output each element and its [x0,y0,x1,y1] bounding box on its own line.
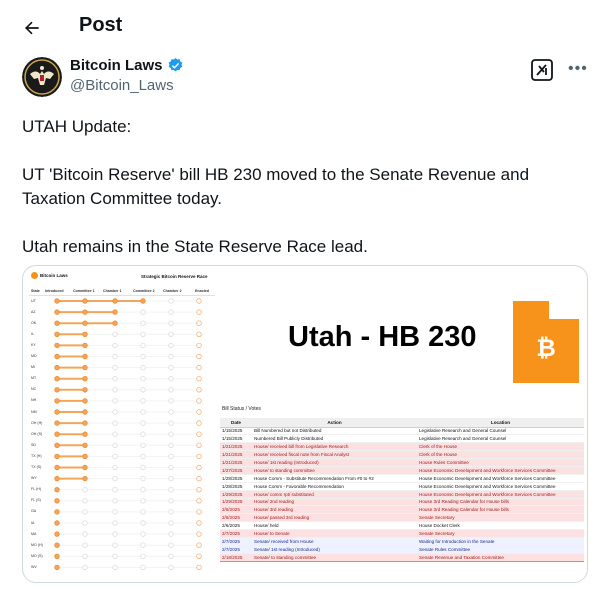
tracker-stage-dot [169,532,174,537]
table-cell-action: House/ 2nd reading [252,498,417,506]
tracker-stage-dot [197,343,202,348]
tracker-stage-dot [113,499,118,504]
tracker-stage-dot [141,565,146,570]
table-cell-action: House/ to Senate [252,530,417,538]
table-cell-location: House Economic Development and Workforce Services Committee [417,490,584,498]
media-image[interactable] [22,265,588,583]
tracker-column-header: Chamber 2 [163,289,182,293]
tracker-state-label: MO (H) [31,542,43,547]
tracker-stage-dot [113,376,118,381]
tracker-stage-dot-reached [83,421,88,426]
tracker-stage-dot [83,521,88,526]
table-cell-date: 1/27/2025 [220,466,252,474]
tracker-stage-dot [197,443,202,448]
tracker-stage-dot-reached [55,532,60,537]
tracker-stage-dot [83,499,88,504]
table-cell-location: Waiting for Introduction in the Senate [417,537,584,545]
tracker-stage-dot [83,565,88,570]
tracker-stage-dot-reached [55,421,60,426]
tracker-stage-dot [141,321,146,326]
tracker-state-label: TX (S) [31,465,42,469]
tracker-stage-dot [113,543,118,548]
table-cell-date: 2/18/2025 [220,553,252,561]
table-cell-action: House Comm - Substitute Recommendation From #0 to #2 [252,474,417,482]
table-cell-action: Senate/ to standing committee [252,553,417,561]
tracker-state-label: NC [31,387,37,392]
table-row [220,427,584,435]
table-row [220,545,584,553]
tracker-stage-dot [197,476,202,481]
tracker-stage-dot [113,399,118,404]
table-cell-date: 1/28/2025 [220,474,252,482]
tracker-stage-dot-reached [55,510,60,515]
table-cell-date: 2/7/2025 [220,530,252,538]
reserve-race-tracker [23,266,215,583]
eagle-seal-icon [22,57,62,97]
tracker-stage-dot [113,443,118,448]
table-row [220,514,584,522]
tracker-stage-dot [169,554,174,559]
tracker-stage-dot [141,399,146,404]
table-cell-date: 1/29/2025 [220,498,252,506]
tracker-stage-dot [141,388,146,393]
tracker-stage-dot-reached [55,410,60,415]
tracker-stage-dot [113,343,118,348]
table-row [220,522,584,530]
tracker-stage-dot [169,565,174,570]
tracker-stage-dot-reached [55,299,60,304]
page-title: Post [79,14,123,36]
tracker-stage-dot [197,499,202,504]
tracker-stage-dot [197,299,202,304]
tracker-stage-dot [141,421,146,426]
tracker-stage-dot [169,354,174,359]
table-cell-action: House Comm - Favorable Recommendation [252,482,417,490]
tracker-column-header: Chamber 1 [103,289,122,293]
tracker-stage-dot-reached [55,443,60,448]
tweet-paragraph: UT 'Bitcoin Reserve' bill HB 230 moved to the Senate Revenue and Taxation Committee today. [22,165,530,208]
tweet-paragraph: Utah remains in the State Reserve Race lead. [22,237,368,256]
tracker-stage-dot-reached [55,543,60,548]
avatar[interactable] [22,57,62,97]
tracker-stage-dot [169,510,174,515]
table-cell-location: House 3rd Reading Calendar for House bills [417,506,584,514]
tracker-stage-dot [141,499,146,504]
tracker-stage-dot-reached [55,388,60,393]
tracker-stage-dot [141,532,146,537]
table-cell-location: Clerk of the House [417,451,584,459]
tracker-stage-dot [197,354,202,359]
tracker-stage-dot-reached [55,343,60,348]
tracker-stage-dot-reached [55,365,60,370]
tracker-stage-dot-reached [83,432,88,437]
tracker-stage-dot-reached [83,299,88,304]
tracker-stage-dot [113,421,118,426]
tracker-stage-dot [83,554,88,559]
tracker-stage-dot [169,321,174,326]
tracker-stage-dot-reached [55,476,60,481]
tracker-stage-dot [169,421,174,426]
tracker-stage-dot [169,365,174,370]
table-row [220,530,584,538]
tweet-text [22,115,582,283]
tracker-stage-dot [169,432,174,437]
column-header-location: Location [417,418,584,427]
tracker-stage-dot-reached [113,299,118,304]
table-row [220,490,584,498]
tracker-state-label: MT [31,376,37,381]
tracker-stage-dot [141,465,146,470]
tracker-column-header: Introduced [45,289,64,293]
table-row [220,459,584,467]
tracker-stage-dot-reached [83,310,88,315]
tracker-state-label: SD [31,442,36,447]
tracker-stage-dot-reached [55,487,60,492]
tracker-stage-dot [141,476,146,481]
bill-status-table [220,418,584,562]
tracker-stage-dot [169,299,174,304]
tracker-stage-dot [141,487,146,492]
tracker-stage-dot [197,399,202,404]
table-cell-date: 1/15/2025 [220,435,252,443]
svg-text:₿: ₿ [536,335,556,362]
tracker-state-label: FL (H) [31,487,42,492]
tracker-stage-dot [113,521,118,526]
tracker-stage-dot [197,554,202,559]
bill-status-label: Bill Status / Votes [222,406,261,412]
tracker-column-header: Committee 2 [133,289,155,293]
tracker-stage-dot [113,510,118,515]
tracker-state-label: NH [31,398,37,403]
table-row [220,498,584,506]
tracker-stage-dot-reached [55,565,60,570]
table-cell-location: Senate Secretary [417,530,584,538]
tracker-stage-dot [83,510,88,515]
tracker-stage-dot-reached [83,454,88,459]
tracker-stage-dot-reached [55,554,60,559]
tracker-stage-dot [169,388,174,393]
grok-icon [531,59,553,81]
tracker-stage-dot [141,343,146,348]
tracker-state-label: NM [31,409,37,414]
tracker-stage-dot-reached [55,499,60,504]
table-cell-date: 2/7/2025 [220,545,252,553]
table-row [220,506,584,514]
table-row [220,482,584,490]
tracker-stage-dot [169,343,174,348]
tracker-stage-dot [169,476,174,481]
tracker-stage-dot [141,365,146,370]
tracker-stage-dot [197,388,202,393]
tracker-stage-dot [197,410,202,415]
tracker-stage-dot [113,410,118,415]
tracker-stage-dot [169,543,174,548]
tracker-stage-dot [141,454,146,459]
tracker-state-label: MI [31,365,35,370]
author-name-row[interactable] [70,57,184,74]
table-cell-action: House/ received fiscal note from Fiscal Analyst [252,451,417,459]
tracker-stage-dot [141,432,146,437]
tracker-state-label: IL [31,331,34,336]
tracker-stage-dot [169,399,174,404]
table-cell-location: Senate Revenue and Taxation Committee [417,553,584,561]
tracker-brand-text: Bitcoin Laws [40,273,68,278]
table-row [220,451,584,459]
tracker-stage-dot [169,443,174,448]
table-row [220,443,584,451]
tracker-stage-dot [141,510,146,515]
table-cell-date: 2/6/2025 [220,522,252,530]
tracker-stage-dot-reached [83,354,88,359]
tracker-column-header: Committee 1 [73,289,95,293]
tracker-stage-dot [141,376,146,381]
table-cell-action: Bill Numbered but not Distributed [252,427,417,435]
table-row [220,435,584,443]
tracker-stage-dot [197,521,202,526]
tracker-stage-dot [169,410,174,415]
tracker-stage-dot [197,510,202,515]
tracker-stage-dot-reached [113,321,118,326]
tracker-stage-dot-reached [83,376,88,381]
table-cell-date: 1/21/2025 [220,451,252,459]
tracker-stage-dot-reached [55,432,60,437]
tracker-stage-dot-reached [83,343,88,348]
tracker-stage-dot [141,410,146,415]
tracker-state-label: AZ [31,309,36,314]
tracker-stage-dot [83,543,88,548]
tracker-state-label: TX (H) [31,453,42,458]
tracker-stage-dot-reached [113,310,118,315]
tracker-stage-dot-reached [55,354,60,359]
tracker-stage-dot-reached [83,399,88,404]
table-cell-location: Senate Rules Committee [417,545,584,553]
table-cell-location: House Economic Development and Workforce Services Committee [417,482,584,490]
bill-headline: Utah - HB 230 [288,321,477,353]
author-name[interactable]: Bitcoin Laws [70,57,163,74]
tracker-stage-dot [169,376,174,381]
tracker-stage-dot [169,465,174,470]
tracker-stage-dot-reached [55,454,60,459]
tracker-stage-dot [113,487,118,492]
tracker-stage-dot-reached [55,332,60,337]
table-cell-location: House Economic Development and Workforce Services Committee [417,474,584,482]
tracker-stage-dot [197,487,202,492]
tracker-stage-dot [141,332,146,337]
table-cell-location: House Rules Committee [417,459,584,467]
tracker-stage-dot [197,310,202,315]
table-cell-date: 1/21/2025 [220,443,252,451]
table-cell-location: House Docket Clerk [417,522,584,530]
tracker-stage-dot [197,465,202,470]
table-cell-date: 1/28/2025 [220,482,252,490]
tracker-state-label: FL (S) [31,498,41,503]
tracker-stage-dot [141,310,146,315]
table-row [220,474,584,482]
table-row [220,553,584,561]
table-cell-action: House/ passed 3rd reading [252,514,417,522]
tweet-paragraph: UTAH Update: [22,117,132,136]
tracker-state-label: MO (S) [31,553,43,558]
table-cell-date: 1/29/2025 [220,490,252,498]
tracker-stage-dot-reached [83,465,88,470]
tracker-state-label: OH (S) [31,431,43,436]
table-cell-action: House/ to standing committee [252,466,417,474]
tracker-stage-dot [141,443,146,448]
tracker-state-label: IA [31,520,35,525]
table-cell-action: Senate/ received from House [252,537,417,545]
tracker-state-label: MA [31,531,37,536]
tracker-stage-dot [141,554,146,559]
arrow-left-icon [22,18,42,38]
author-handle[interactable]: @Bitcoin_Laws [70,77,174,94]
table-cell-action: House/ received bill from Legislative Research [252,443,417,451]
table-cell-date: 2/6/2025 [220,514,252,522]
tracker-stage-dot [197,454,202,459]
table-cell-action: House/ comm rpt/ substituted [252,490,417,498]
tracker-column-header: State [31,289,40,293]
tracker-state-label: KY [31,342,36,347]
tracker-stage-dot-reached [83,365,88,370]
tracker-stage-dot-reached [83,476,88,481]
tracker-title: Strategic Bitcoin Reserve Race [141,274,208,279]
table-cell-location: House Economic Development and Workforce Services Committee [417,466,584,474]
tracker-stage-dot [83,532,88,537]
tracker-stage-dot [141,354,146,359]
table-cell-date: 2/7/2025 [220,537,252,545]
tracker-stage-dot-reached [55,465,60,470]
tracker-stage-dot [113,532,118,537]
tracker-stage-dot [113,554,118,559]
table-cell-location: Legislative Research and General Counsel [417,427,584,435]
back-button[interactable] [16,12,48,44]
table-row [220,537,584,545]
tracker-stage-dot [169,310,174,315]
tracker-stage-dot [197,321,202,326]
tracker-column-header: Enacted [195,289,209,293]
tracker-stage-dot [197,532,202,537]
tracker-stage-dot-reached [141,299,146,304]
table-cell-location: Clerk of the House [417,443,584,451]
tracker-stage-dot-reached [55,376,60,381]
tracker-state-label: UT [31,298,36,303]
tracker-stage-dot-reached [55,521,60,526]
tracker-stage-dot-reached [83,443,88,448]
table-cell-location: House 3rd Reading Calendar for House bills [417,498,584,506]
more-button[interactable] [568,60,588,78]
tracker-stage-dot [113,432,118,437]
utah-bitcoin-icon [513,301,579,383]
tracker-stage-dot [197,365,202,370]
tracker-stage-dot-reached [55,321,60,326]
tracker-state-label: WV [31,564,37,569]
table-cell-action: House/ held [252,522,417,530]
column-header-action: Action [252,418,417,427]
table-cell-date: 1/21/2025 [220,459,252,467]
tracker-stage-dot [197,432,202,437]
more-icon: ••• [568,60,588,77]
table-cell-action: Senate/ 1st reading (Introduced) [252,545,417,553]
tracker-stage-dot [141,543,146,548]
tracker-stage-dot [113,476,118,481]
tracker-stage-dot [169,499,174,504]
tracker-state-label: OH (H) [31,420,43,425]
tracker-stage-dot [169,454,174,459]
table-row [220,466,584,474]
tracker-progress [23,266,215,583]
top-bar [0,0,601,53]
verified-badge-icon [167,57,184,74]
tracker-stage-dot-reached [83,332,88,337]
grok-button[interactable] [531,59,553,81]
tracker-stage-dot [169,332,174,337]
tracker-stage-dot [83,487,88,492]
tracker-stage-dot [113,365,118,370]
tracker-stage-dot [113,354,118,359]
tracker-stage-dot [113,332,118,337]
table-cell-action: House/ 3rd reading [252,506,417,514]
tracker-stage-dot [169,487,174,492]
tracker-stage-dot-reached [83,321,88,326]
table-cell-action: House/ 1st reading (Introduced) [252,459,417,467]
tracker-stage-dot [113,565,118,570]
tracker-state-label: MD [31,354,37,358]
tracker-stage-dot-reached [55,399,60,404]
tracker-stage-dot [197,421,202,426]
tracker-stage-dot [113,388,118,393]
tracker-stage-dot [197,332,202,337]
tracker-stage-dot [113,454,118,459]
tracker-stage-dot [113,465,118,470]
tracker-stage-dot [197,565,202,570]
tracker-state-label: WY [31,476,37,481]
table-cell-location: Legislative Research and General Counsel [417,435,584,443]
tracker-state-label: GA [31,509,37,514]
table-cell-date: 2/6/2025 [220,506,252,514]
table-cell-date: 1/15/2025 [220,427,252,435]
tracker-stage-dot-reached [83,388,88,393]
tracker-stage-dot [141,521,146,526]
tracker-state-label: OK [31,320,37,325]
table-cell-action: Numbered Bill Publicly Distributed [252,435,417,443]
column-header-date: Date [220,418,252,427]
tracker-stage-dot [197,543,202,548]
table-cell-location: Senate Secretary [417,514,584,522]
tracker-stage-dot-reached [83,410,88,415]
tracker-stage-dot-reached [55,310,60,315]
tracker-stage-dot [197,376,202,381]
tracker-stage-dot [169,521,174,526]
